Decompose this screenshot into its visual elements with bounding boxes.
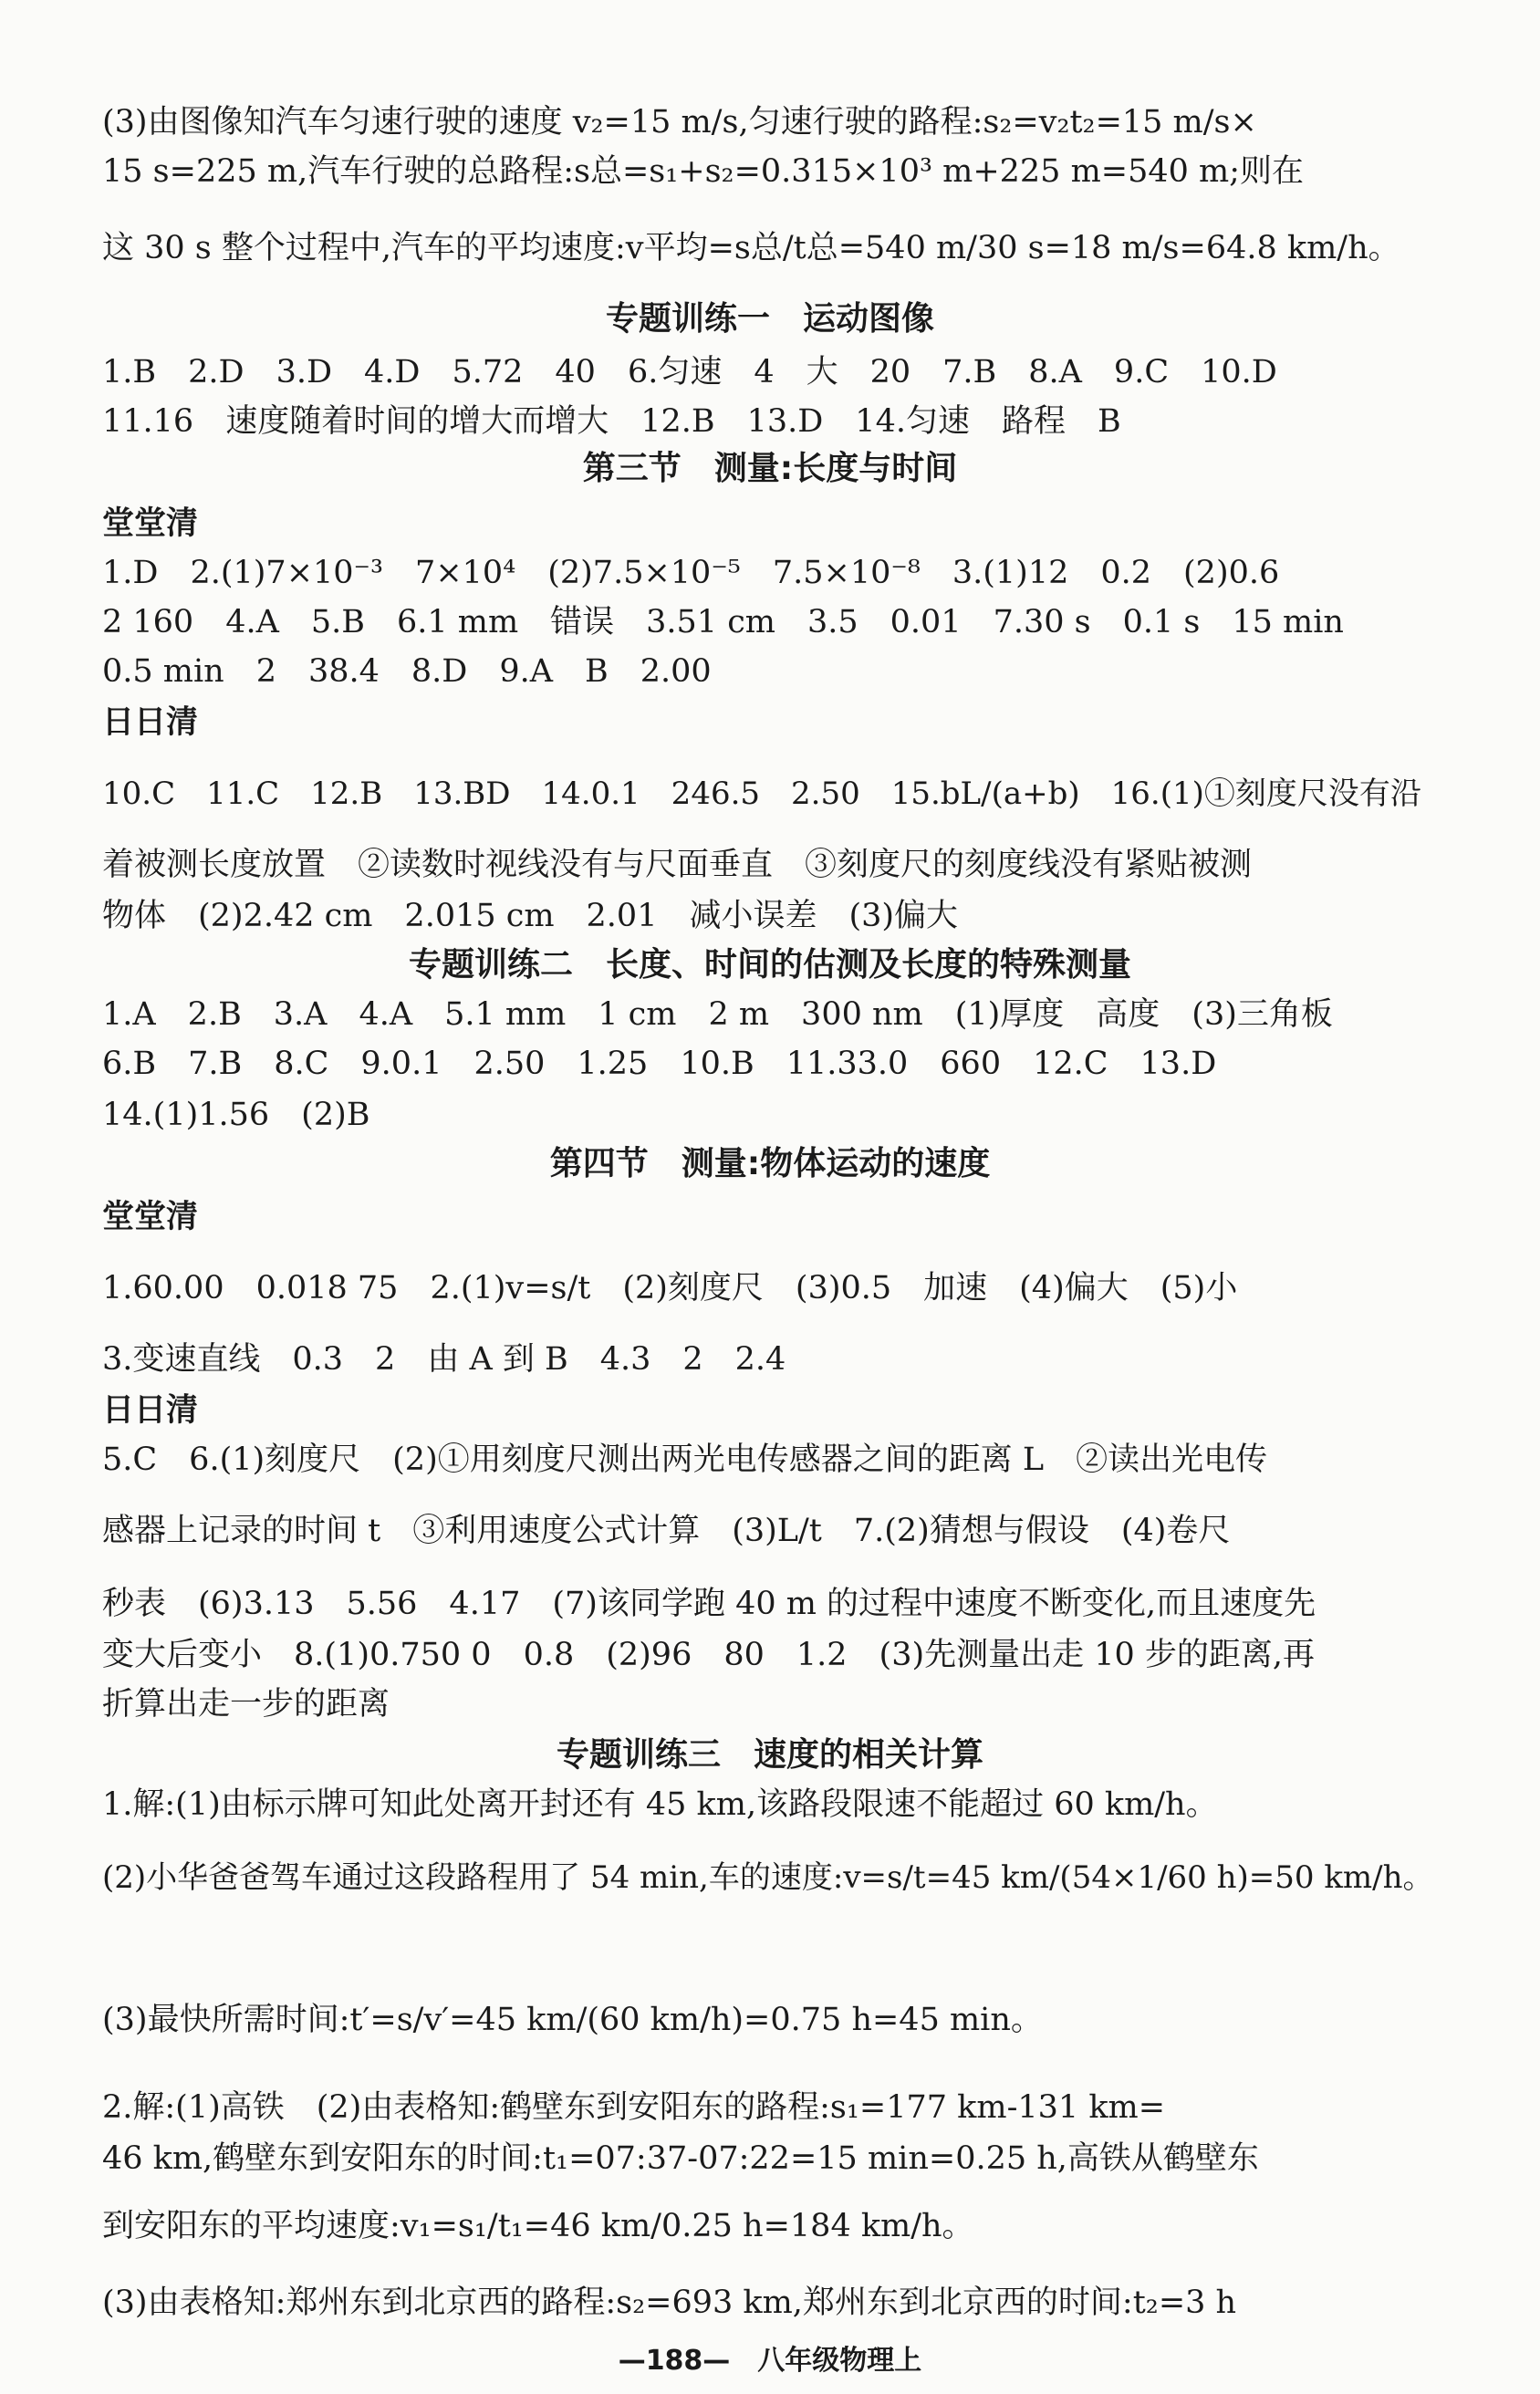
- subsection-label: 堂堂清: [102, 1199, 199, 1235]
- subsection-label: 日日清: [102, 1392, 199, 1429]
- text-line: 折算出走一步的距离: [102, 1686, 390, 1723]
- section-heading: 专题训练二 长度、时间的估测及长度的特殊测量: [408, 946, 1131, 984]
- text-line: 46 km,鹤壁东到安阳东的时间:t₁=07:37-07:22=15 min=0.25 h,高铁从鹤壁东: [102, 2140, 1259, 2177]
- text-line: 14.(1)1.56 (2)B: [102, 1097, 370, 1133]
- text-line: 感器上记录的时间 t ③利用速度公式计算 (3)L/t 7.(2)猜想与假设 (4)卷尺: [102, 1513, 1231, 1549]
- text-line: 1.A 2.B 3.A 4.A 5.1 mm 1 cm 2 m 300 nm (1)厚度 高度 (3)三角板: [102, 996, 1333, 1033]
- text-line: 变大后变小 8.(1)0.750 0 0.8 (2)96 80 1.2 (3)先测量出走 10 步的距离,再: [102, 1637, 1316, 1673]
- text-line: 2.解:(1)高铁 (2)由表格知:鹤壁东到安阳东的路程:s₁=177 km-131 km=: [102, 2089, 1166, 2126]
- section-heading: 专题训练三 速度的相关计算: [556, 1736, 983, 1774]
- text-line: 1.解:(1)由标示牌可知此处离开封还有 45 km,该路段限速不能超过 60 km/h。: [102, 1786, 1218, 1823]
- text-line: 11.16 速度随着时间的增大而增大 12.B 13.D 14.匀速 路程 B: [102, 403, 1121, 440]
- text-line: 5.C 6.(1)刻度尺 (2)①用刻度尺测出两光电传感器之间的距离 L ②读出光电传: [102, 1442, 1268, 1478]
- text-line: 10.C 11.C 12.B 13.BD 14.0.1 246.5 2.50 15.bL/(a+b) 16.(1)①刻度尺没有沿: [102, 775, 1421, 812]
- text-line: 到安阳东的平均速度:v₁=s₁/t₁=46 km/0.25 h=184 km/h。: [102, 2208, 974, 2244]
- section-heading: 专题训练一 运动图像: [605, 300, 934, 338]
- text-line: 15 s=225 m,汽车行驶的总路程:s总=s₁+s₂=0.315×10³ m+225 m=540 m;则在: [102, 153, 1304, 190]
- subsection-label: 日日清: [102, 704, 199, 741]
- text-line: (3)由图像知汽车匀速行驶的速度 v₂=15 m/s,匀速行驶的路程:s₂=v₂t₂=15 m/s×: [102, 104, 1257, 141]
- text-line: 这 30 s 整个过程中,汽车的平均速度:v平均=s总/t总=540 m/30 s=18 m/s=64.8 km/h。: [102, 230, 1400, 266]
- text-line: 1.D 2.(1)7×10⁻³ 7×10⁴ (2)7.5×10⁻⁵ 7.5×10⁻⁸ 3.(1)12 0.2 (2)0.6: [102, 555, 1280, 591]
- text-line: (3)最快所需时间:t′=s/v′=45 km/(60 km/h)=0.75 h=45 min。: [102, 2002, 1043, 2038]
- text-line: (2)小华爸爸驾车通过这段路程用了 54 min,车的速度:v=s/t=45 km/(54×1/60 h)=50 km/h。: [102, 1859, 1434, 1896]
- section-heading: 第三节 测量:长度与时间: [582, 450, 958, 487]
- subsection-label: 堂堂清: [102, 505, 199, 542]
- page-footer: —188— 八年级物理上: [618, 2345, 922, 2377]
- text-line: (3)由表格知:郑州东到北京西的路程:s₂=693 km,郑州东到北京西的时间:t₂=3 h: [102, 2285, 1237, 2321]
- text-line: 1.60.00 0.018 75 2.(1)v=s/t (2)刻度尺 (3)0.5 加速 (4)偏大 (5)小: [102, 1270, 1238, 1306]
- text-line: 2 160 4.A 5.B 6.1 mm 错误 3.51 cm 3.5 0.01 7.30 s 0.1 s 15 min: [102, 604, 1344, 640]
- text-line: 秒表 (6)3.13 5.56 4.17 (7)该同学跑 40 m 的过程中速度不断变化,而且速度先: [102, 1586, 1316, 1622]
- text-line: 0.5 min 2 38.4 8.D 9.A B 2.00: [102, 653, 712, 690]
- text-line: 1.B 2.D 3.D 4.D 5.72 40 6.匀速 4 大 20 7.B 8.A 9.C 10.D: [102, 354, 1277, 390]
- text-line: 6.B 7.B 8.C 9.0.1 2.50 1.25 10.B 11.33.0 660 12.C 13.D: [102, 1046, 1217, 1082]
- text-line: 3.变速直线 0.3 2 由 A 到 B 4.3 2 2.4: [102, 1341, 786, 1378]
- text-line: 着被测长度放置 ②读数时视线没有与尺面垂直 ③刻度尺的刻度线没有紧贴被测: [102, 847, 1253, 883]
- text-line: 物体 (2)2.42 cm 2.015 cm 2.01 减小误差 (3)偏大: [102, 898, 959, 934]
- section-heading: 第四节 测量:物体运动的速度: [549, 1145, 991, 1182]
